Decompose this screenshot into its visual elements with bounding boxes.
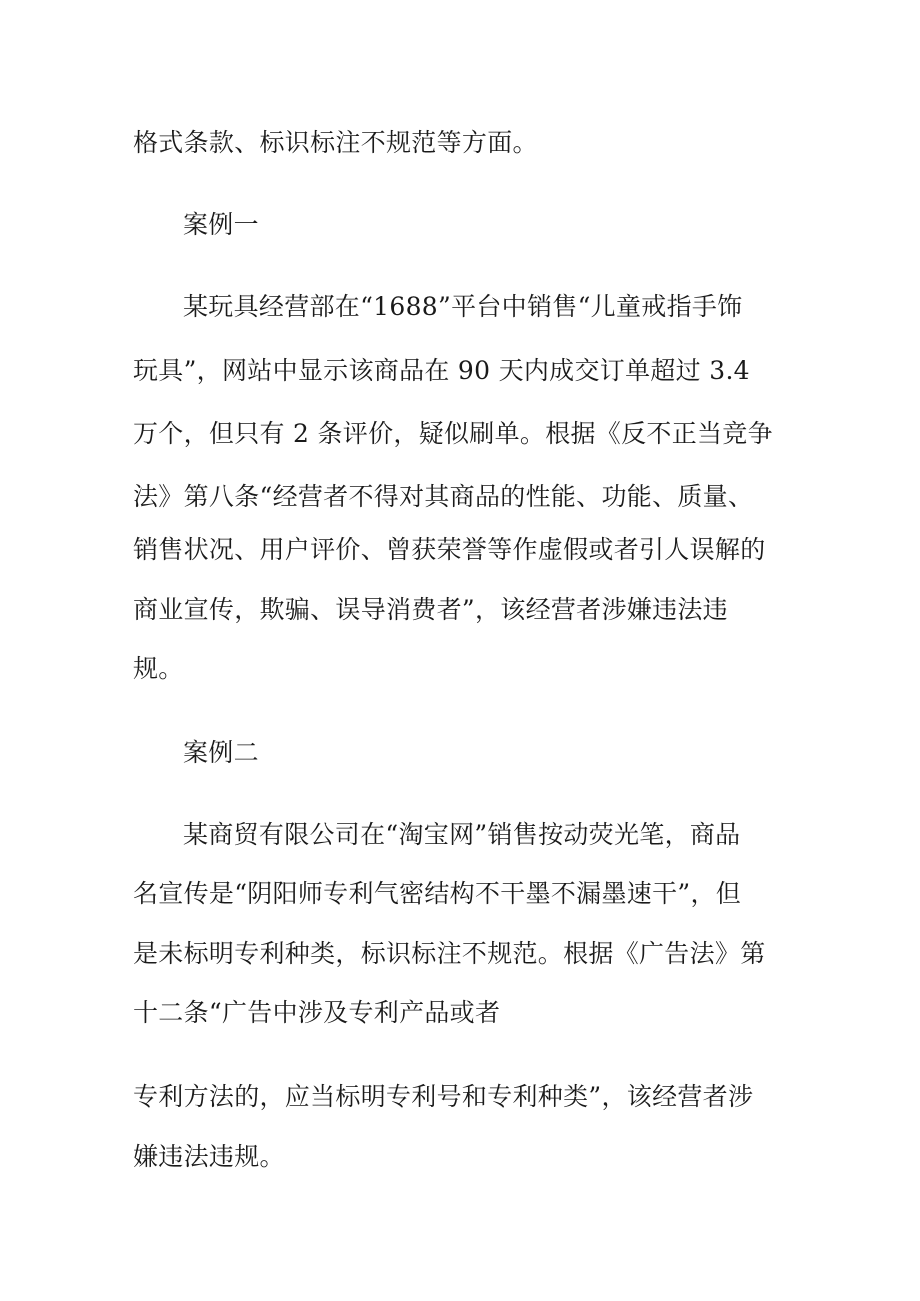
case-two-paragraph-line: 专利方法的，应当标明专利号和专利种类”，该经营者涉 xyxy=(133,1082,754,1111)
case-one-paragraph-line: 商业宣传，欺骗、误导消费者”，该经营者涉嫌违法违 xyxy=(133,595,728,624)
case-one-paragraph-line: 规。 xyxy=(133,654,184,683)
case-one-heading: 案例一 xyxy=(183,210,259,239)
case-two-paragraph-line: 嫌违法违规。 xyxy=(133,1142,285,1171)
case-two-heading: 案例二 xyxy=(183,738,259,767)
case-two-paragraph-line: 某商贸有限公司在“淘宝网”销售按动荧光笔，商品 xyxy=(183,820,741,849)
case-two-paragraph-line: 名宣传是“阴阳师专利气密结构不干墨不漏墨速干”，但 xyxy=(133,879,742,908)
case-one-paragraph-line: 法》第八条“经营者不得对其商品的性能、功能、质量、 xyxy=(133,482,754,511)
text-line-continuation: 格式条款、标识标注不规范等方面。 xyxy=(133,128,538,157)
case-one-paragraph-line: 玩具”，网站中显示该商品在 90 天内成交订单超过 3.4 xyxy=(133,356,750,385)
case-one-paragraph-line: 销售状况、用户评价、曾获荣誉等作虚假或者引人误解的 xyxy=(133,535,766,564)
case-two-paragraph-line: 十二条“广告中涉及专利产品或者 xyxy=(133,998,501,1027)
case-two-paragraph-line: 是未标明专利种类，标识标注不规范。根据《广告法》第 xyxy=(133,939,766,968)
case-one-paragraph-line: 万个，但只有 2 条评价，疑似刷单。根据《反不正当竞争 xyxy=(133,419,773,448)
case-one-paragraph-line: 某玩具经营部在“1688”平台中销售“儿童戒指手饰 xyxy=(183,292,743,321)
